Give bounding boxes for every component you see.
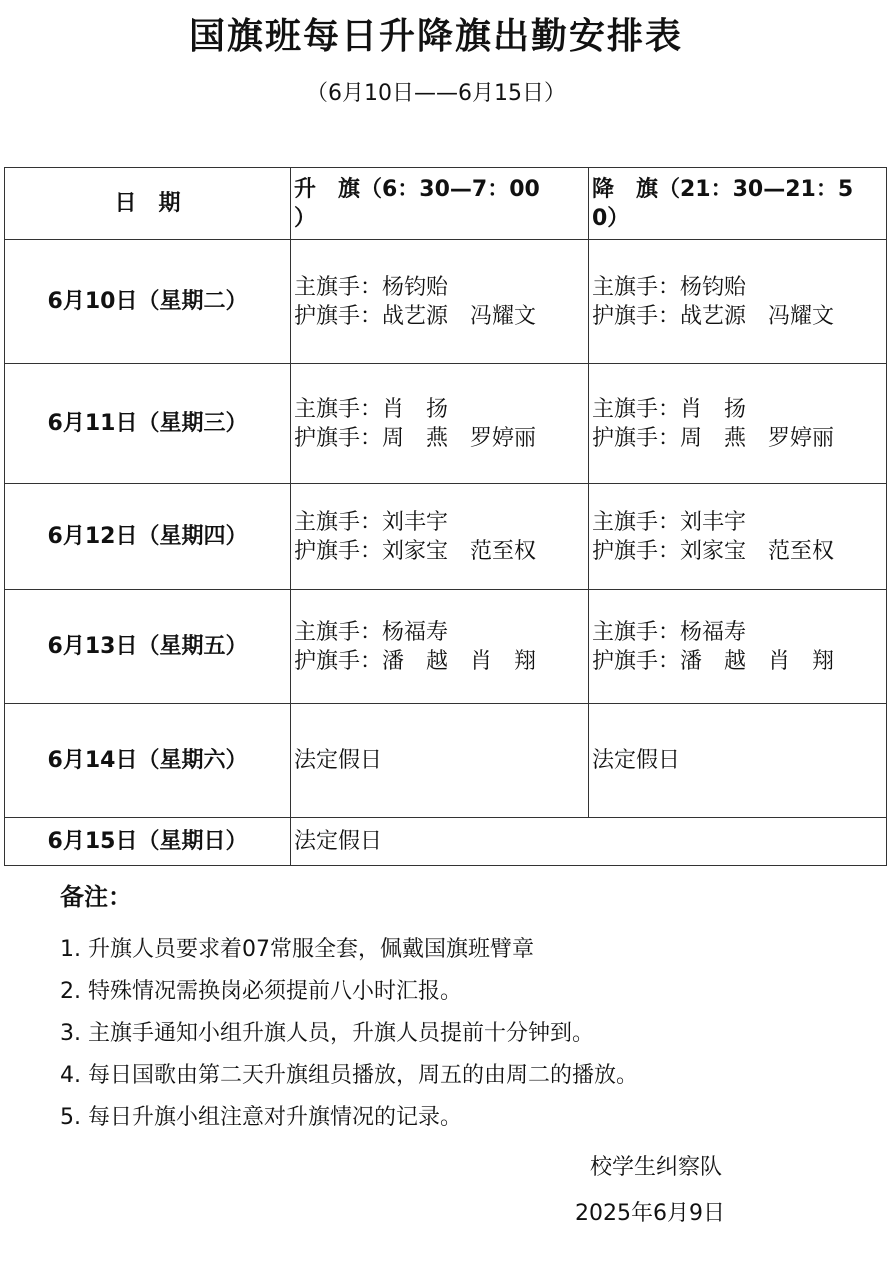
raise-guards: 护旗手：周 燕 罗婷丽	[294, 425, 537, 451]
table-row	[5, 818, 887, 866]
raise-main-bearer: 主旗手：刘丰宇	[294, 509, 449, 535]
lower-duty-cell	[589, 484, 887, 590]
raise-duty-cell	[291, 364, 589, 484]
signature-org: 校学生纠察队	[590, 1155, 723, 1180]
note-item: 1. 升旗人员要求着07常服全套，佩戴国旗班臂章	[60, 937, 534, 962]
header-lower-line2: 0）	[592, 205, 630, 231]
lower-main-bearer: 主旗手：刘丰宇	[592, 509, 747, 535]
raise-main-bearer: 主旗手：肖 扬	[294, 396, 449, 422]
lower-main-bearer: 主旗手：杨钧贻	[592, 274, 747, 300]
header-raise-line1: 升 旗（6：30—7：00	[294, 176, 540, 202]
raise-duty-cell	[291, 484, 589, 590]
row-date: 6月15日（星期日）	[5, 818, 291, 866]
schedule-table	[4, 167, 887, 866]
row-date: 6月10日（星期二）	[5, 240, 291, 364]
date-range-subtitle: （6月10日——6月15日）	[306, 81, 566, 106]
header-lower	[589, 168, 887, 240]
row-date: 6月13日（星期五）	[5, 590, 291, 704]
table-row	[5, 364, 887, 484]
raise-guards: 护旗手：潘 越 肖 翔	[294, 648, 537, 674]
lower-duty-cell	[589, 590, 887, 704]
raise-holiday-note: 法定假日	[291, 704, 589, 818]
signature-date: 2025年6月9日	[575, 1201, 725, 1226]
merged-holiday-note: 法定假日	[291, 818, 887, 866]
page-title: 国旗班每日升降旗出勤安排表	[188, 16, 683, 57]
raise-main-bearer: 主旗手：杨钧贻	[294, 274, 449, 300]
raise-duty-cell	[291, 590, 589, 704]
notes-title: 备注：	[60, 883, 132, 911]
row-date: 6月11日（星期三）	[5, 364, 291, 484]
lower-main-bearer: 主旗手：肖 扬	[592, 396, 747, 422]
header-lower-line1: 降 旗（21：30—21：5	[592, 176, 854, 202]
lower-guards: 护旗手：周 燕 罗婷丽	[592, 425, 835, 451]
note-item: 2. 特殊情况需换岗必须提前八小时汇报。	[60, 979, 462, 1004]
table-row	[5, 590, 887, 704]
lower-duty-cell	[589, 364, 887, 484]
raise-guards: 护旗手：刘家宝 范至权	[294, 538, 537, 564]
header-date: 日 期	[5, 168, 291, 240]
notes-list	[60, 929, 638, 1139]
raise-main-bearer: 主旗手：杨福寿	[294, 619, 449, 645]
header-raise-line2: ）	[294, 205, 317, 231]
note-item: 3. 主旗手通知小组升旗人员，升旗人员提前十分钟到。	[60, 1021, 594, 1046]
lower-guards: 护旗手：战艺源 冯耀文	[592, 303, 835, 329]
table-header-row	[5, 168, 887, 240]
raise-duty-cell	[291, 240, 589, 364]
table-row	[5, 704, 887, 818]
header-raise	[291, 168, 589, 240]
note-item: 4. 每日国歌由第二天升旗组员播放，周五的由周二的播放。	[60, 1063, 638, 1088]
raise-guards: 护旗手：战艺源 冯耀文	[294, 303, 537, 329]
table-row	[5, 240, 887, 364]
row-date: 6月12日（星期四）	[5, 484, 291, 590]
lower-holiday-note: 法定假日	[589, 704, 887, 818]
table-row	[5, 484, 887, 590]
lower-duty-cell	[589, 240, 887, 364]
lower-guards: 护旗手：刘家宝 范至权	[592, 538, 835, 564]
note-item: 5. 每日升旗小组注意对升旗情况的记录。	[60, 1105, 462, 1130]
row-date: 6月14日（星期六）	[5, 704, 291, 818]
lower-guards: 护旗手：潘 越 肖 翔	[592, 648, 835, 674]
lower-main-bearer: 主旗手：杨福寿	[592, 619, 747, 645]
